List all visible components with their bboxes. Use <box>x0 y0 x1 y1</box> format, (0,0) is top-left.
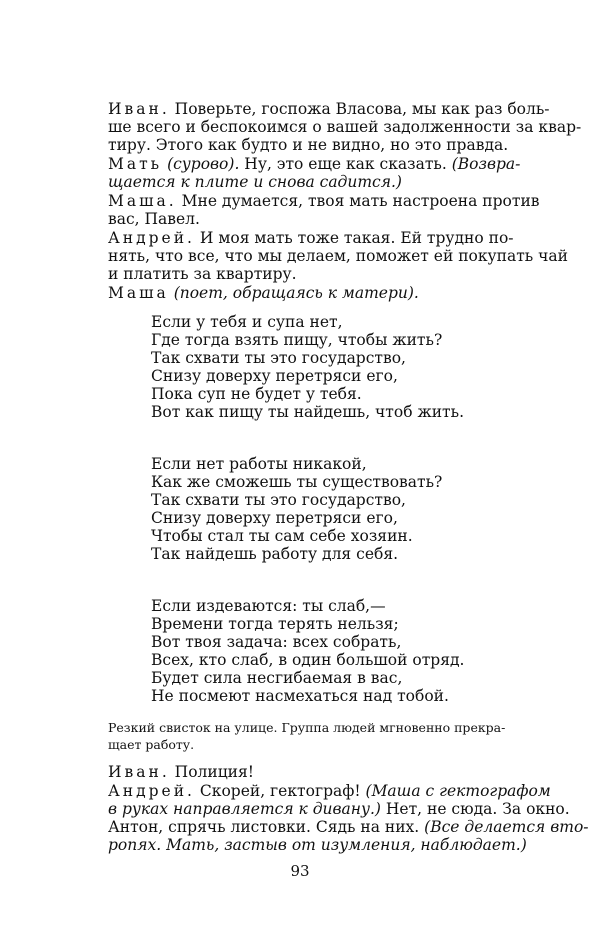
stage-direction-line: ропях. Мать, застыв от изумления, наблюдает.) <box>108 836 527 854</box>
verse-line: Так найдешь работу для себя. <box>151 545 399 563</box>
dialogue-text: Поверьте, госпожа Власова, мы как раз боль- <box>169 100 550 118</box>
text-line: тиру. Этого как будто и не видно, но это правда. <box>108 136 509 154</box>
verse-line: Снизу доверху перетряси его, <box>151 367 398 385</box>
verse-line: Будет сила несгибаемая в вас, <box>151 669 403 687</box>
text-line <box>108 763 254 781</box>
speaker-name: Андрей. <box>108 229 195 247</box>
speaker-name: Иван. <box>108 763 170 781</box>
verse-line: Времени тогда терять нельзя; <box>151 615 399 633</box>
stage-direction: (Возвра- <box>451 155 521 173</box>
verse-line: Пока суп не будет у тебя. <box>151 385 362 403</box>
stage-direction-line: щается к плите и снова садится.) <box>108 173 402 191</box>
stage-direction: (поет, обращаясь к матери). <box>168 284 419 302</box>
verse-line: Так схвати ты это государство, <box>151 349 406 367</box>
page-number: 93 <box>290 862 310 880</box>
verse-line: Всех, кто слаб, в один большой отряд. <box>151 651 465 669</box>
verse-line: Так схвати ты это государство, <box>151 491 406 509</box>
verse-line: Не посмеют насмехаться над тобой. <box>151 687 449 705</box>
text-line: вас, Павел. <box>108 210 200 228</box>
verse-line: Если издеваются: ты слаб,— <box>151 597 386 615</box>
speaker-name: Маша. <box>108 192 177 210</box>
dialogue-text: Скорей, гектограф! <box>194 782 366 800</box>
stage-direction-line: щает работу. <box>108 737 195 752</box>
text-line <box>108 782 551 800</box>
dialogue-text: Нет, не сюда. За окно. <box>380 800 570 818</box>
verse-line: Если у тебя и супа нет, <box>151 313 343 331</box>
text-line <box>108 100 550 118</box>
text-line: ше всего и беспокоимся о вашей задолженности за квар- <box>108 118 582 136</box>
verse-line: Снизу доверху перетряси его, <box>151 509 398 527</box>
text-line <box>108 818 589 836</box>
text-line: и платить за квартиру. <box>108 265 297 283</box>
text-line <box>108 800 570 818</box>
stage-direction: (Маша с гектографом <box>365 782 551 800</box>
text-line <box>108 192 540 210</box>
speaker-name: Иван. <box>108 100 170 118</box>
text-line <box>108 229 514 247</box>
stage-direction: (сурово). <box>162 155 240 173</box>
speaker-name: Андрей. <box>108 782 195 800</box>
dialogue-text: Мне думается, твоя мать настроена против <box>176 192 540 210</box>
speaker-name: Маша <box>108 284 169 302</box>
text-line: нять, что все, что мы делаем, поможет ей покупать чай <box>108 247 568 265</box>
verse-line: Чтобы стал ты сам себе хозяин. <box>151 527 413 545</box>
verse-line: Если нет работы никакой, <box>151 455 367 473</box>
verse-line: Вот как пищу ты найдешь, чтоб жить. <box>151 403 464 421</box>
stage-direction-line: Резкий свисток на улице. Группа людей мгновенно прекра- <box>108 720 506 735</box>
dialogue-text: Полиция! <box>169 763 255 781</box>
speaker-name: Мать <box>108 155 163 173</box>
dialogue-text: И моя мать тоже такая. Ей трудно по- <box>194 229 514 247</box>
verse-line: Где тогда взять пищу, чтобы жить? <box>151 331 443 349</box>
dialogue-text: Антон, спрячь листовки. Сядь на них. <box>108 818 425 836</box>
text-line <box>108 155 520 173</box>
text-line <box>108 284 419 302</box>
verse-line: Вот твоя задача: всех собрать, <box>151 633 402 651</box>
stage-direction: (Все делается вто- <box>424 818 589 836</box>
dialogue-text: Ну, это еще как сказать. <box>239 155 452 173</box>
stage-direction: в руках направляется к дивану.) <box>108 800 381 818</box>
verse-line: Как же сможешь ты существовать? <box>151 473 443 491</box>
